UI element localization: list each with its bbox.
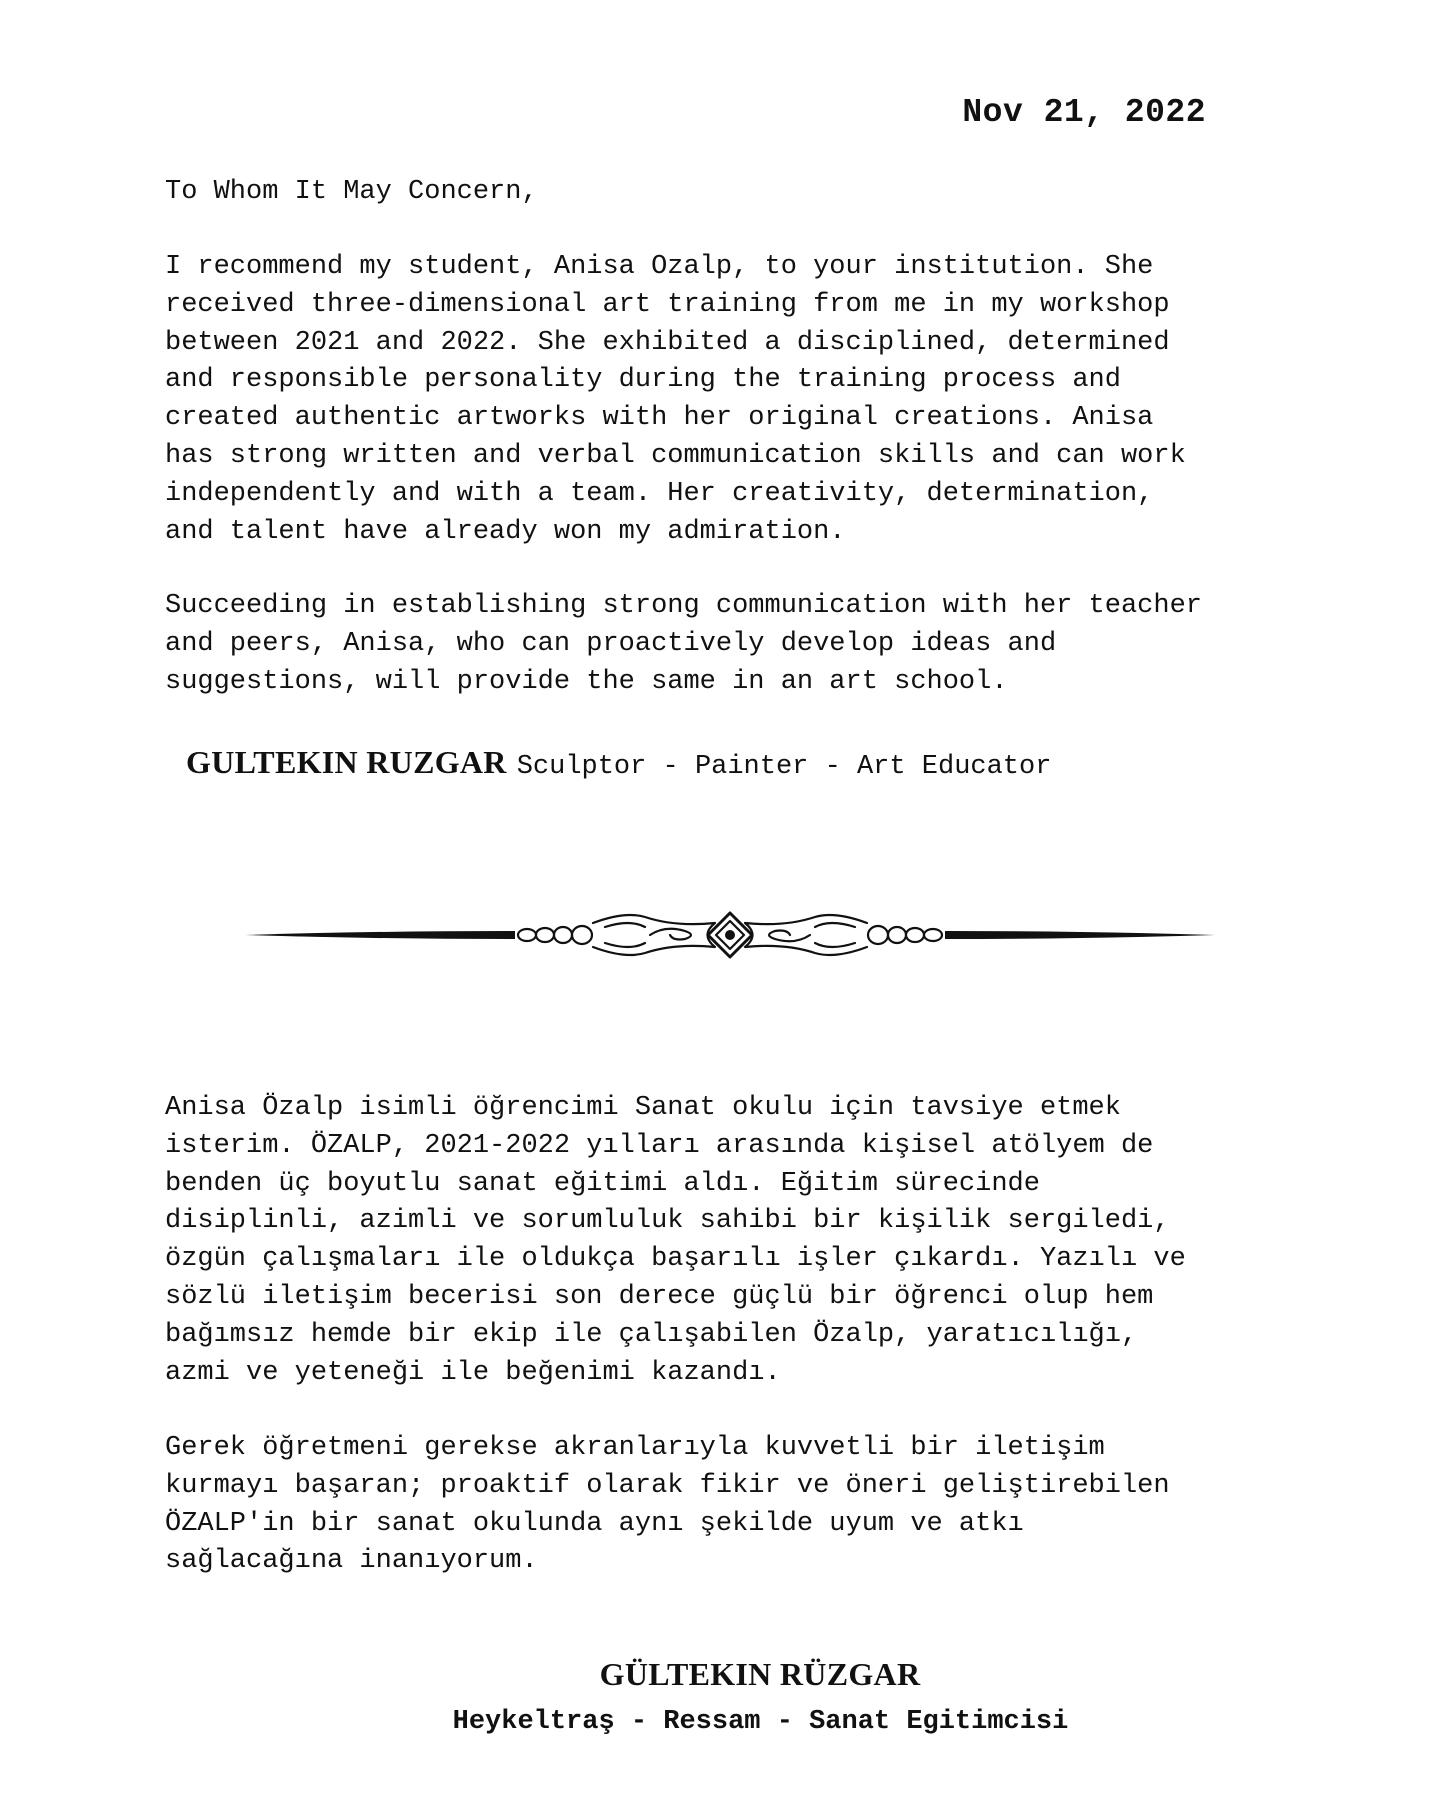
scroll-divider-icon	[245, 905, 1215, 965]
turkish-signature-name: GÜLTEKIN RÜZGAR	[599, 1656, 921, 1692]
english-signature-title: Sculptor - Painter - Art Educator	[516, 752, 1052, 782]
english-paragraph-1: I recommend my student, Anisa Ozalp, to your institution. She received three-dimensional art training from me in my workshop between 2021 and 2022. She exhibited a disciplined, determined and responsible personality during the training process and created authentic artworks with her original creations. Anisa has strong written and verbal communication skills and can work independently and with a team. Her creativity, determination, and talent have already won my admiration.	[165, 252, 1186, 547]
letter-date: Nov 21, 2022	[962, 94, 1206, 131]
english-signature-name: GULTEKIN RUZGAR	[186, 744, 507, 780]
english-signature	[186, 744, 1051, 782]
turkish-paragraph-2: Gerek öğretmeni gerekse akranlarıyla kuvvetli bir iletişim kurmayı başaran; proaktif olarak fikir ve öneri geliştirebilen ÖZALP'in bir sanat okulunda aynı şekilde uyum ve atkı sağlacağına inanıyorum.	[165, 1433, 1170, 1577]
english-paragraph-2: Succeeding in establishing strong communication with her teacher and peers, Anisa, who can proactively develop ideas and suggestions, will provide the same in an art school.	[165, 591, 1202, 697]
turkish-paragraph-1: Anisa Özalp isimli öğrencimi Sanat okulu için tavsiye etmek isterim. ÖZALP, 2021-2022 yılları arasında kişisel atölyem de benden üç boyutlu sanat eğitimi aldı. Eğitim sürecinde disiplinli, azimli ve sorumluluk sahibi bir kişilik sergiledi, özgün çalışmaları ile oldukça başarılı işler çıkardı. Yazılı ve sözlü iletişim becerisi son derece güçlü bir öğrenci olup hem bağımsız hemde bir ekip ile çalışabilen Özalp, yaratıcılığı, azmi ve yeteneği ile beğenimi kazandı.	[165, 1093, 1186, 1388]
turkish-signature-title: Heykeltraş - Ressam - Sanat Egitimcisi	[452, 1707, 1069, 1737]
salutation: To Whom It May Concern,	[165, 177, 538, 207]
